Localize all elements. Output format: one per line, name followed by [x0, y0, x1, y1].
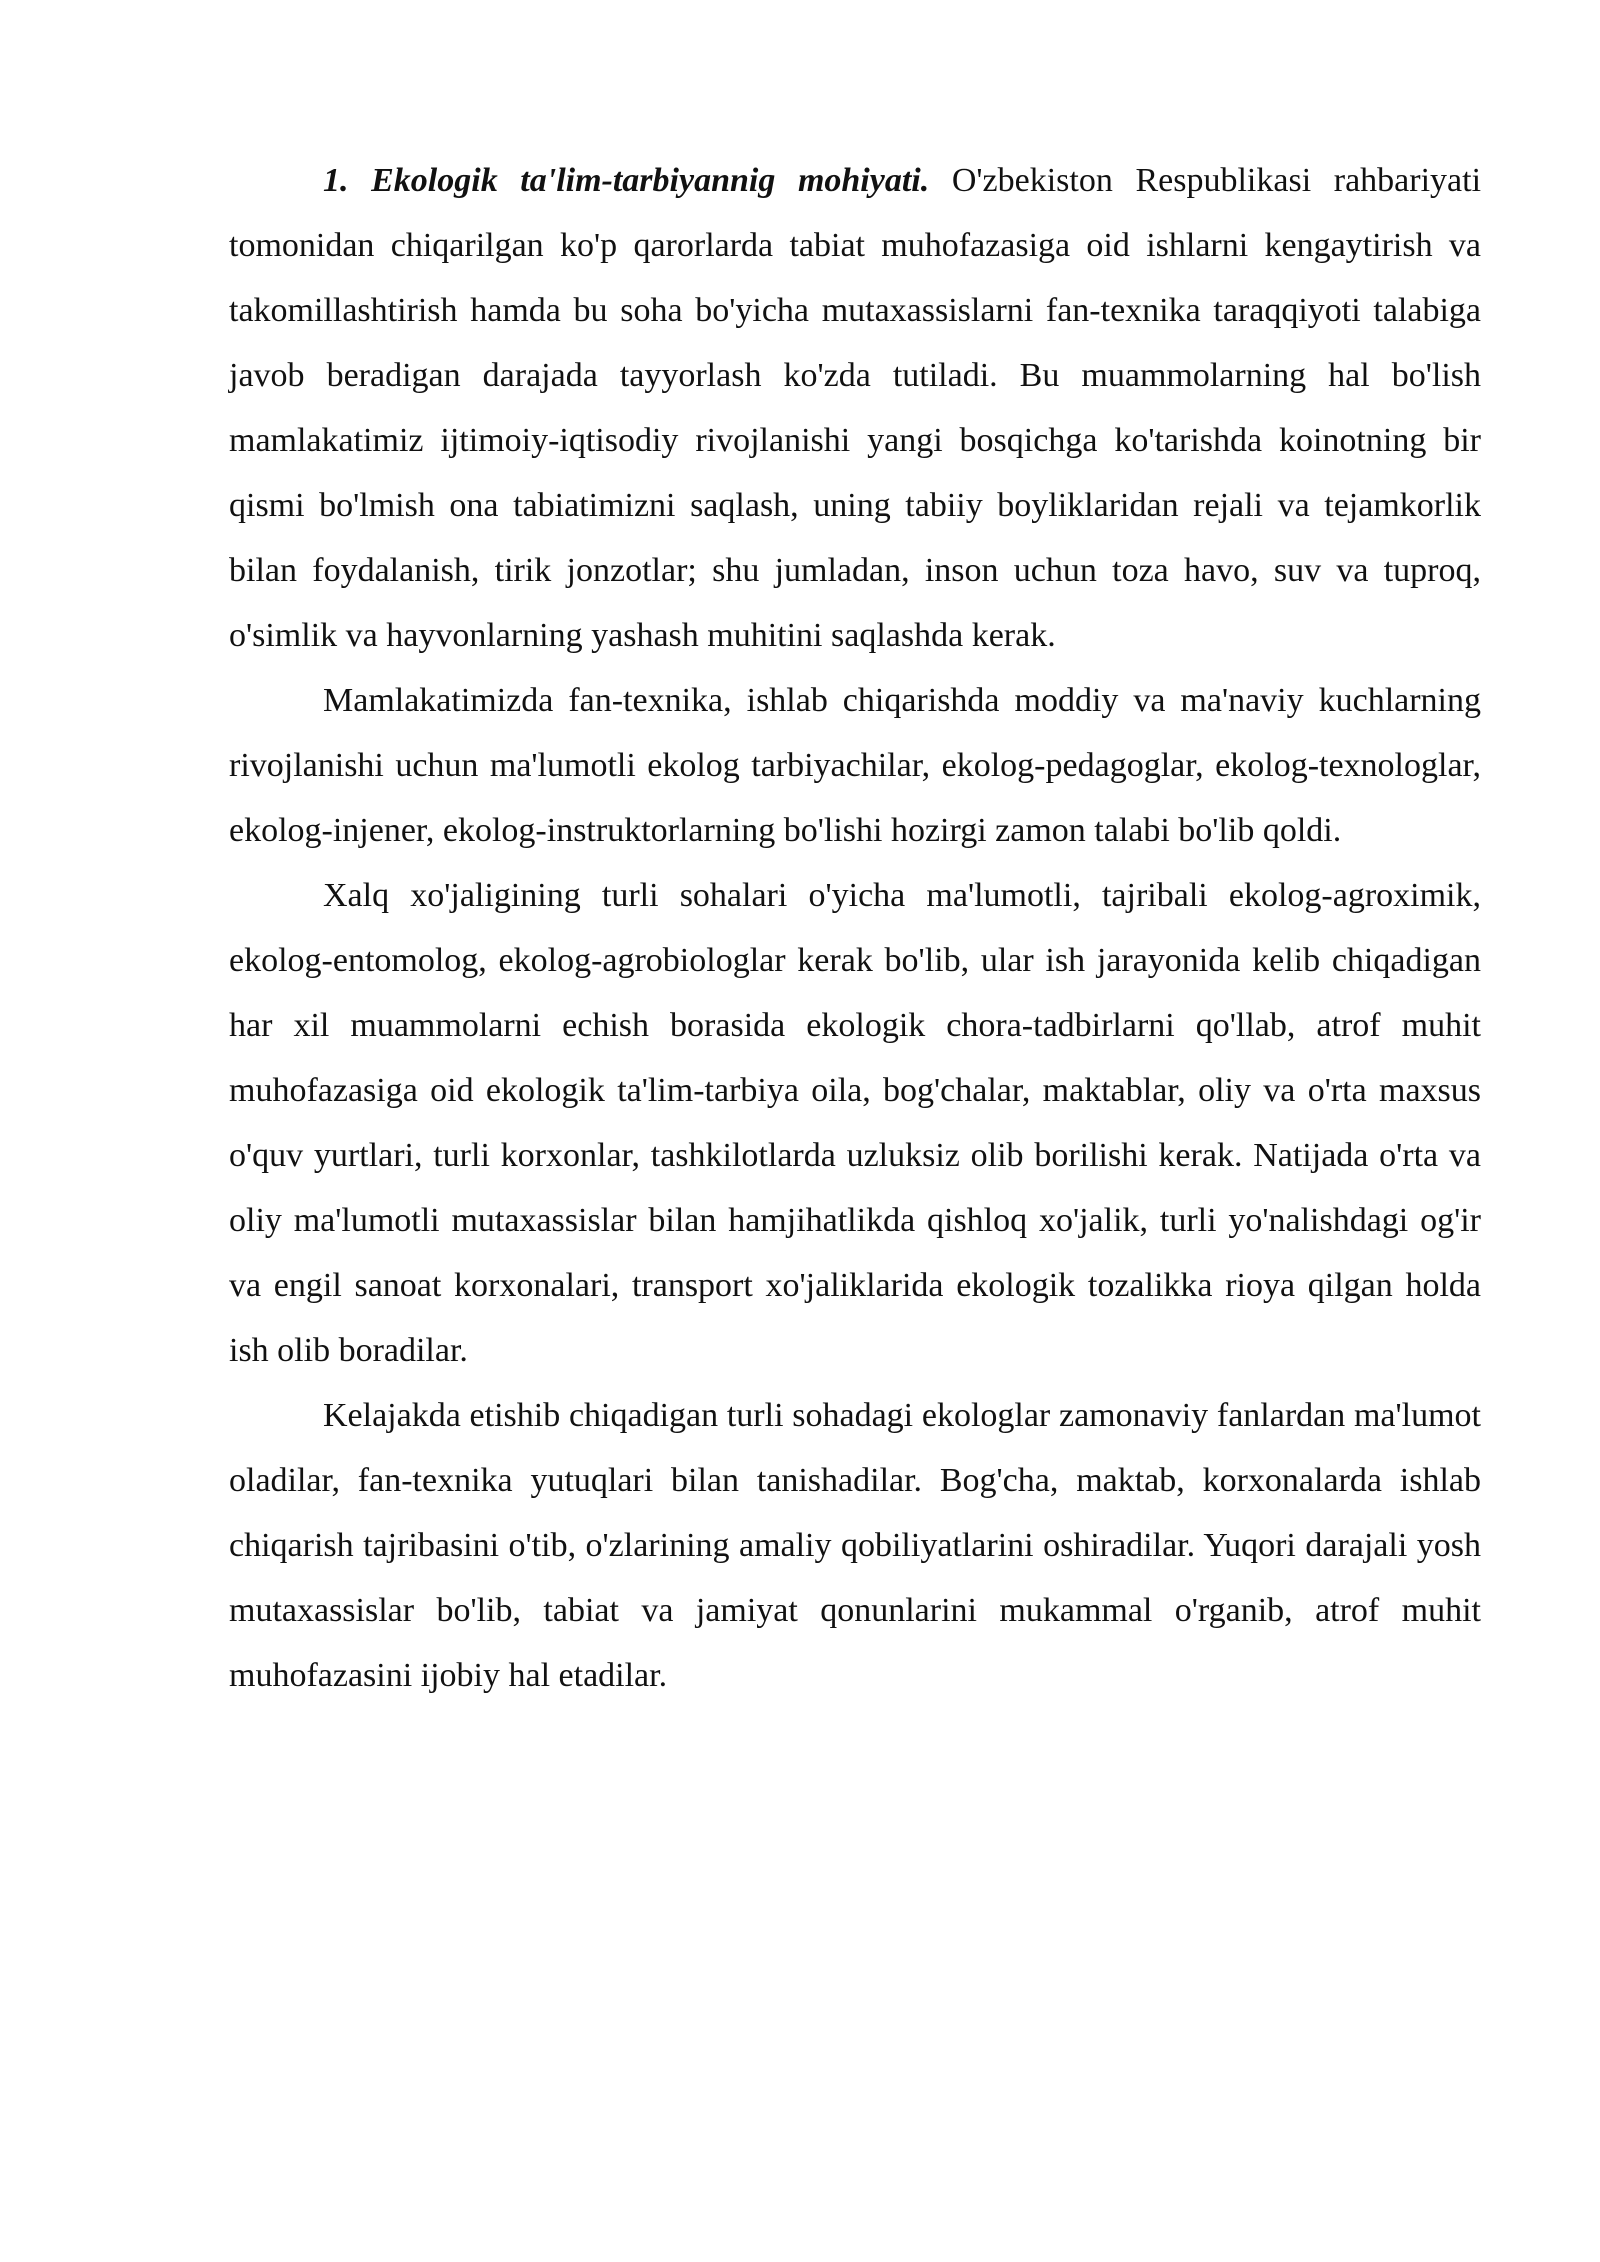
- paragraph-2: Mamlakatimizda fan-texnika, ishlab chiqarishda moddiy va ma'naviy kuchlarning rivojlanishi uchun ma'lumotli ekolog tarbiyachilar, ekolog-pedagoglar, ekolog-texnologlar, ekolog-injener, ekolog-instruktorlarning bo'lishi hozirgi zamon talabi bo'lib qoldi.: [229, 682, 1481, 849]
- body-text: [229, 148, 1481, 1708]
- section-heading: 1. Ekologik ta'lim-tarbiyannig mohiyati.: [323, 162, 930, 199]
- paragraph-1-text: O'zbekiston Respublikasi rahbariyati tomonidan chiqarilgan ko'p qarorlarda tabiat muhofazasiga oid ishlarni kengaytirish va takomillashtirish hamda bu soha bo'yicha mutaxassislarni fan-texnika taraqqiyoti talabiga javob beradigan darajada tayyorlash ko'zda tutiladi. Bu muammolarning hal bo'lish mamlakatimiz ijtimoiy-iqtisodiy rivojlanishi yangi bosqichga ko'tarishda koinotning bir qismi bo'lmish ona tabiatimizni saqlash, uning tabiiy boyliklaridan rejali va tejamkorlik bilan foydalanish, tirik jonzotlar; shu jumladan, inson uchun toza havo, suv va tuproq, o'simlik va hayvonlarning yashash muhitini saqlashda kerak.: [229, 162, 1482, 654]
- paragraph-1: [229, 148, 1481, 668]
- paragraph-3: Xalq xo'jaligining turli sohalari o'yicha ma'lumotli, tajribali ekolog-agroximik, ekolog-entomolog, ekolog-agrobiologlar kerak bo'lib, ular ish jarayonida kelib chiqadigan har xil muammolarni echish borasida ekologik chora-tadbirlarni qo'llab, atrof muhit muhofazasiga oid ekologik ta'lim-tarbiya oila, bog'chalar, maktablar, oliy va o'rta maxsus o'quv yurtlari, turli korxonlar, tashkilotlarda uzluksiz olib borilishi kerak. Natijada o'rta va oliy ma'lumotli mutaxassislar bilan hamjihatlikda qishloq xo'jalik, turli yo'nalishdagi og'ir va engil sanoat korxonalari, transport xo'jaliklarida ekologik tozalikka rioya qilgan holda ish olib boradilar.: [229, 877, 1481, 1369]
- paragraph-4: Kelajakda etishib chiqadigan turli sohadagi ekologlar zamonaviy fanlardan ma'lumot oladilar, fan-texnika yutuqlari bilan tanishadilar. Bog'cha, maktab, korxonalarda ishlab chiqarish tajribasini o'tib, o'zlarining amaliy qobiliyatlarini oshiradilar. Yuqori darajali yosh mutaxassislar bo'lib, tabiat va jamiyat qonunlarini mukammal o'rganib, atrof muhit muhofazasini ijobiy hal etadilar.: [229, 1397, 1481, 1694]
